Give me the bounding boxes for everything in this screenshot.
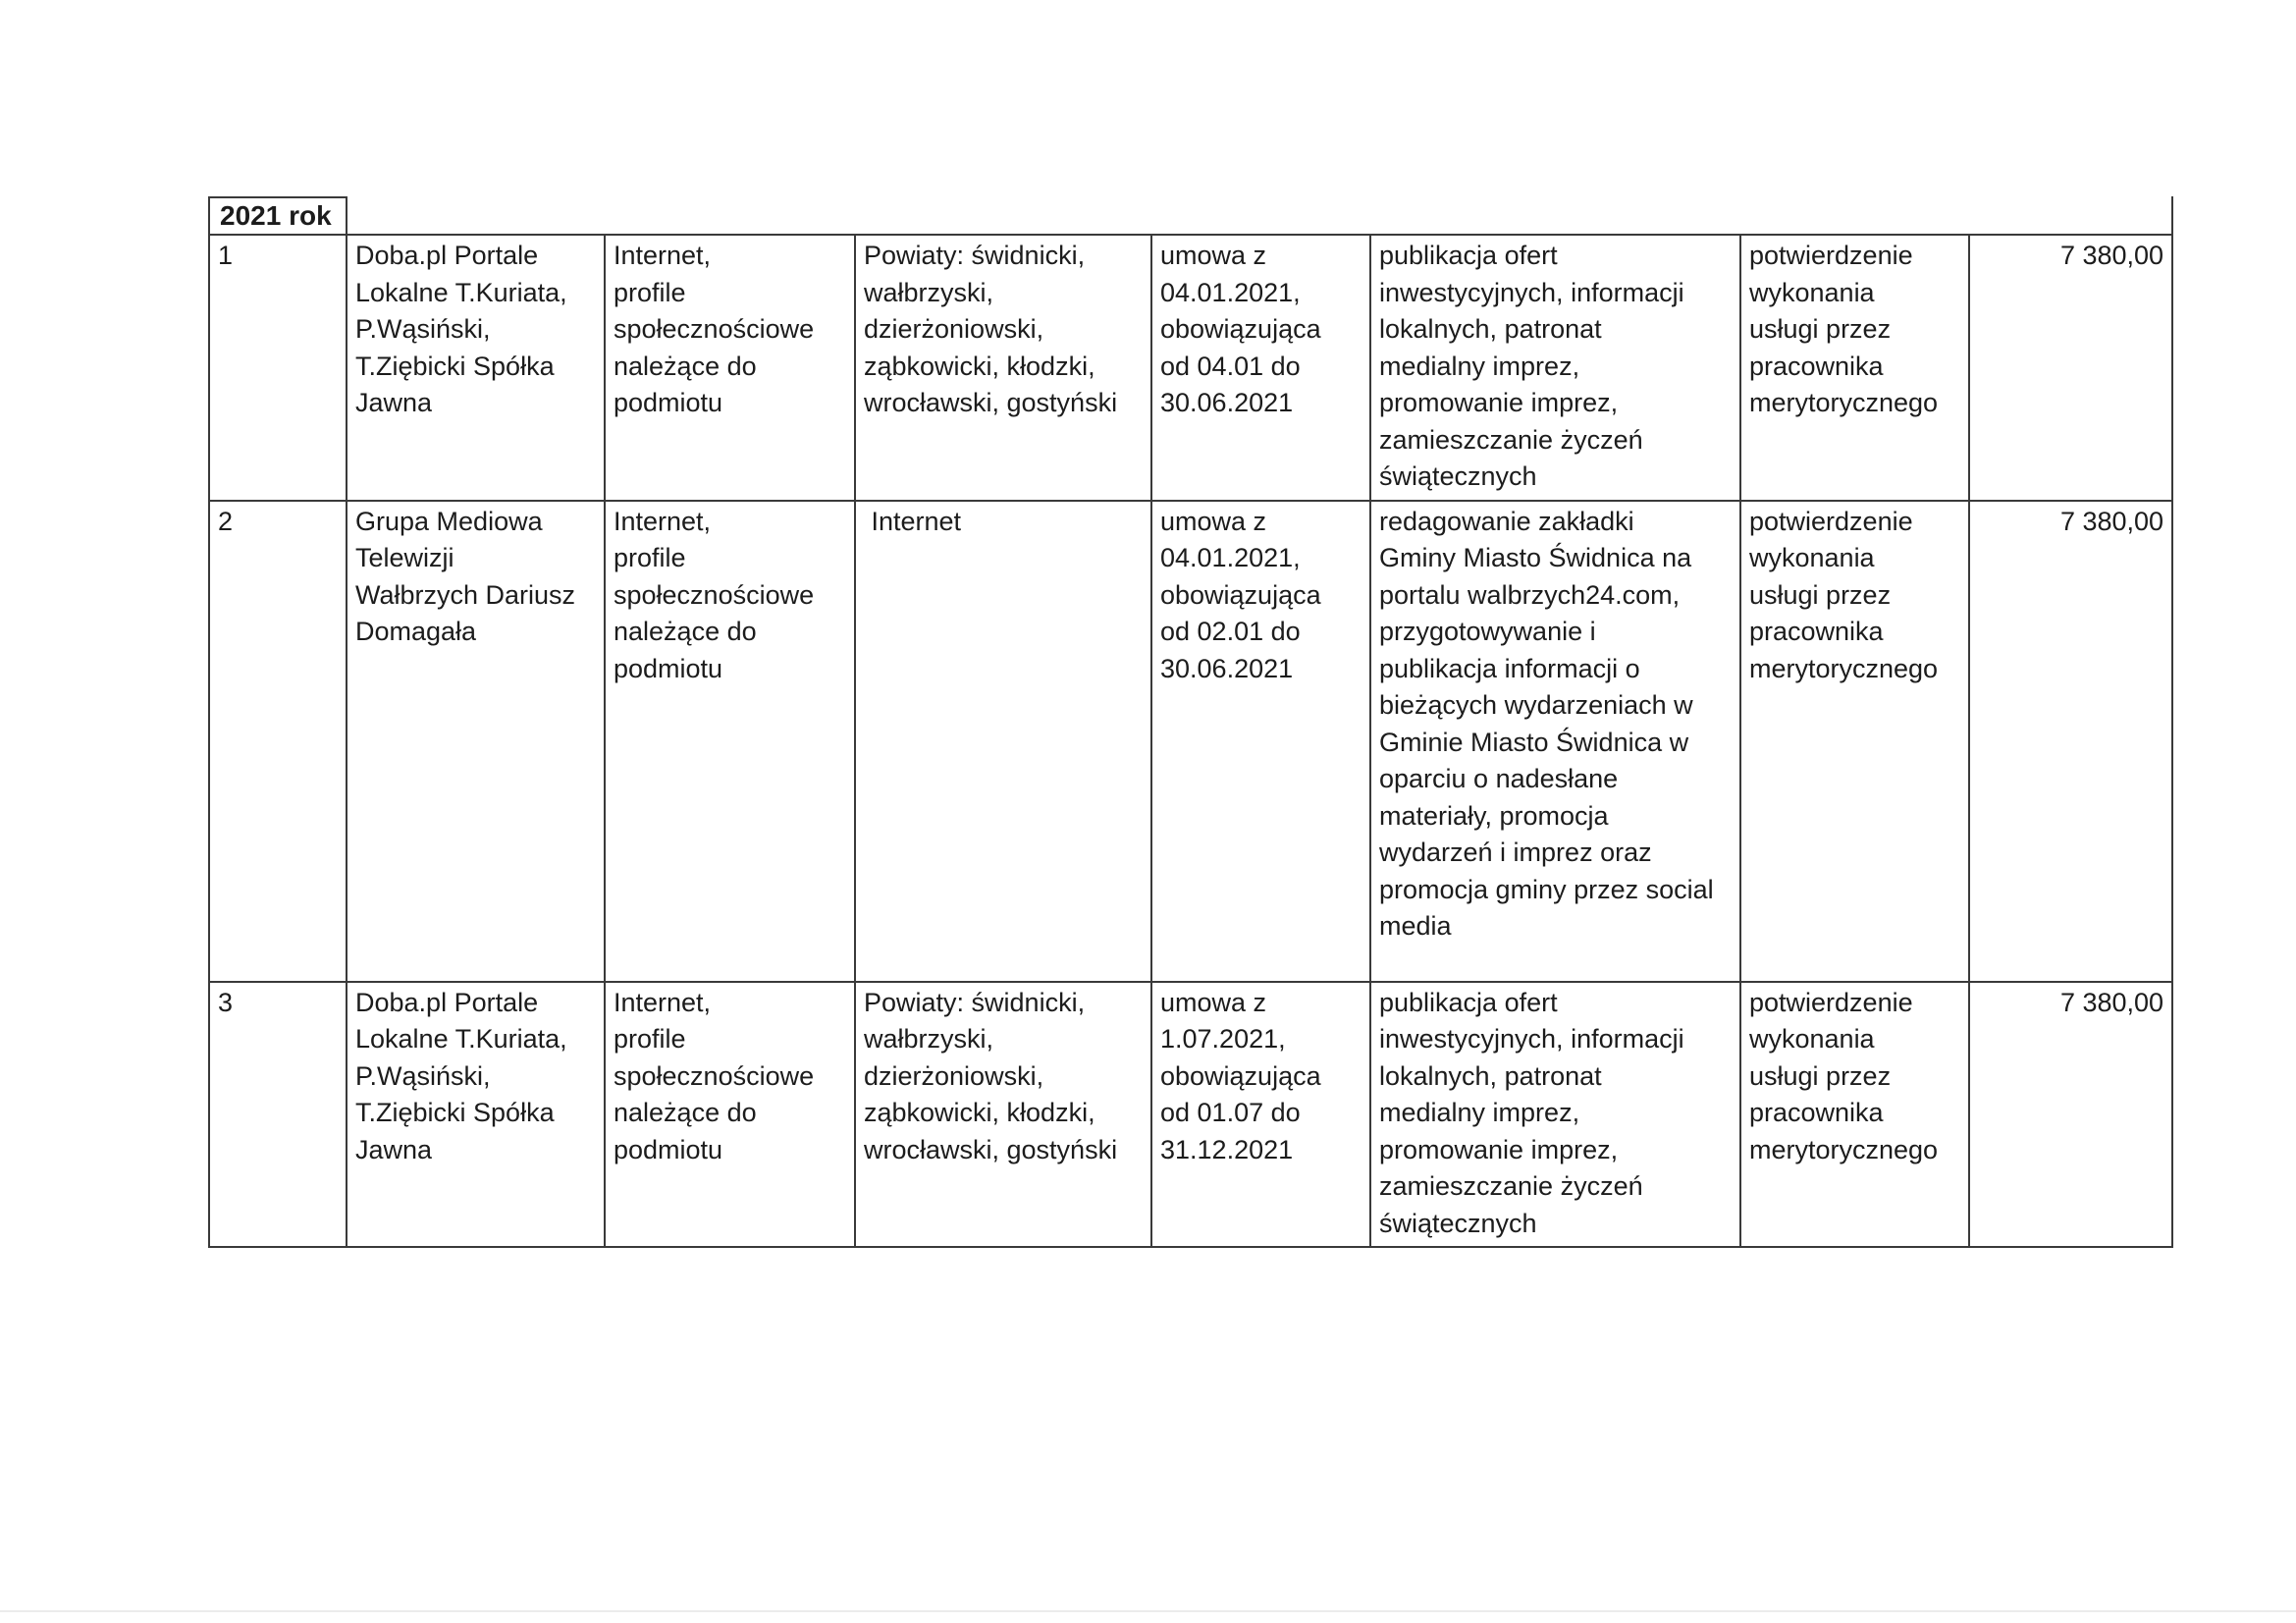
year-label: 2021 rok <box>209 197 347 235</box>
amount-cell: 7 380,00 <box>1969 982 2172 1248</box>
contract-cell: umowa z 1.07.2021, obowiązująca od 01.07 do 31.12.2021 <box>1151 982 1370 1248</box>
scope-cell: publikacja ofert inwestycyjnych, informacji lokalnych, patronat medialny imprez, promowanie imprez, zamieszczanie życzeń świątecznych <box>1370 982 1740 1248</box>
area-cell: Powiaty: świdnicki, wałbrzyski, dzierżoniowski, ząbkowicki, kłodzki, wrocławski, gostyński <box>855 235 1151 501</box>
contractor-cell: Doba.pl Portale Lokalne T.Kuriata, P.Wąsiński, T.Ziębicki Spółka Jawna <box>347 982 605 1248</box>
contracts-table <box>208 196 2173 1248</box>
scope-cell: redagowanie zakładki Gminy Miasto Świdnica na portalu walbrzych24.com, przygotowywanie i publikacja informacji o bieżących wydarzeniach w Gminie Miasto Świdnica w oparciu o nadesłane materiały, promocja wydarzeń i imprez oraz promocja gminy przez social media <box>1370 501 1740 982</box>
verification-cell: potwierdzenie wykonania usługi przez pracownika merytorycznego <box>1740 501 1969 982</box>
row-number: 2 <box>209 501 347 982</box>
verification-cell: potwierdzenie wykonania usługi przez pracownika merytorycznego <box>1740 982 1969 1248</box>
medium-cell: Internet, profile społecznościowe należące do podmiotu <box>605 235 855 501</box>
medium-cell: Internet, profile społecznościowe należące do podmiotu <box>605 501 855 982</box>
year-header-row <box>209 197 2172 235</box>
scan-edge-line <box>0 1610 2296 1612</box>
row-number: 3 <box>209 982 347 1248</box>
row-number: 1 <box>209 235 347 501</box>
verification-cell: potwierdzenie wykonania usługi przez pracownika merytorycznego <box>1740 235 1969 501</box>
contract-cell: umowa z 04.01.2021, obowiązująca od 02.01 do 30.06.2021 <box>1151 501 1370 982</box>
amount-cell: 7 380,00 <box>1969 235 2172 501</box>
table-row <box>209 982 2172 1248</box>
year-row-filler <box>347 197 2172 235</box>
amount-cell: 7 380,00 <box>1969 501 2172 982</box>
area-cell: Powiaty: świdnicki, wałbrzyski, dzierżoniowski, ząbkowicki, kłodzki, wrocławski, gostyński <box>855 982 1151 1248</box>
area-cell: Internet <box>855 501 1151 982</box>
scope-cell: publikacja ofert inwestycyjnych, informacji lokalnych, patronat medialny imprez, promowanie imprez, zamieszczanie życzeń świątecznych <box>1370 235 1740 501</box>
contract-cell: umowa z 04.01.2021, obowiązująca od 04.01 do 30.06.2021 <box>1151 235 1370 501</box>
contractor-cell: Doba.pl Portale Lokalne T.Kuriata, P.Wąsiński, T.Ziębicki Spółka Jawna <box>347 235 605 501</box>
medium-cell: Internet, profile społecznościowe należące do podmiotu <box>605 982 855 1248</box>
table-row <box>209 501 2172 982</box>
contractor-cell: Grupa Mediowa Telewizji Wałbrzych Dariusz Domagała <box>347 501 605 982</box>
table-row <box>209 235 2172 501</box>
